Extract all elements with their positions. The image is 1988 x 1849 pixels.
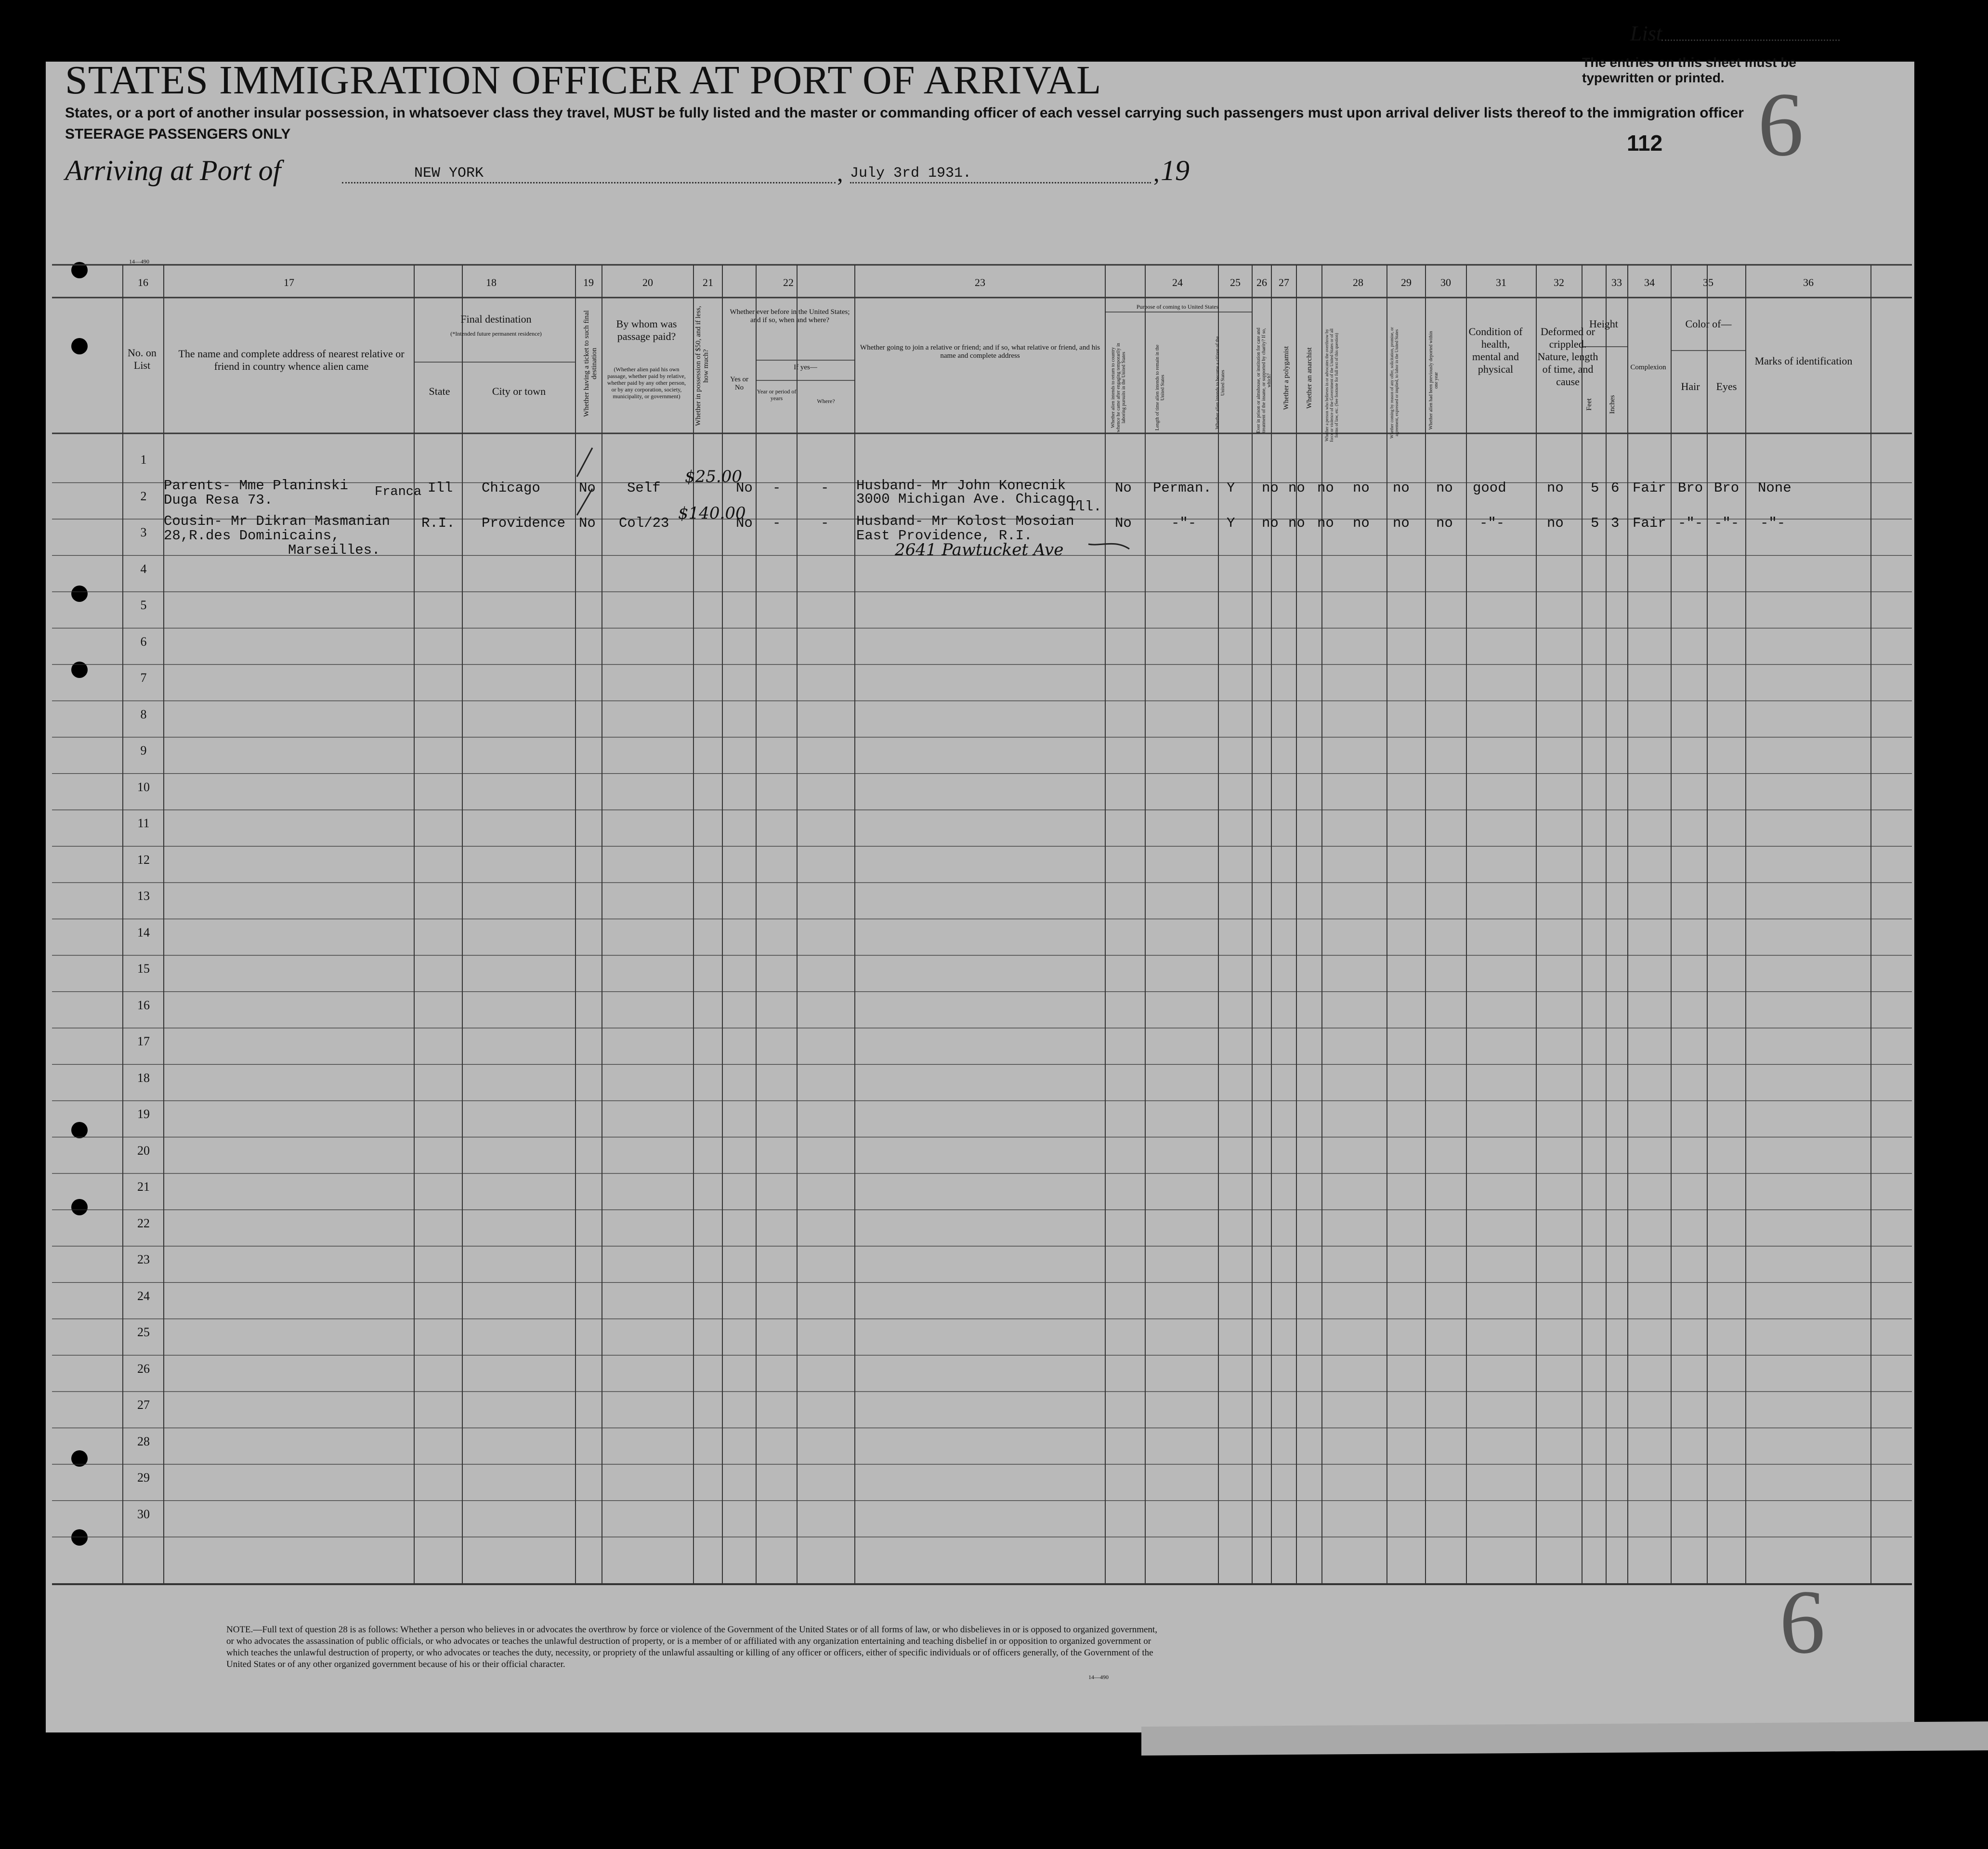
row1-state: Ill [428,480,453,496]
row2-deported: no [1436,515,1453,531]
comma: , [837,159,843,186]
column-number: 32 [1554,276,1564,288]
row2-paid-by: Col/23 [619,515,669,531]
row1-relative-name: Parents- Mme Planinski [164,478,348,494]
column-number: 24 [1172,276,1183,288]
row2-citizen: Y [1227,515,1235,531]
row2-city: Providence [482,515,566,531]
row1-deformed: no [1547,480,1564,496]
row-number: 16 [137,998,150,1012]
row-number: 8 [140,707,147,721]
comma: , [1153,159,1160,186]
row2-ticket: No [579,515,596,531]
column-number: 23 [975,276,985,288]
header-deported: Whether alien had been previously deported within one year [1428,331,1439,430]
arriving-label: Arriving at Port of [65,155,281,186]
header-marks: Marks of identification [1754,355,1853,367]
header-eyes: Eyes [1716,380,1737,392]
row-number: 6 [140,634,147,649]
date-value: July 3rd 1931. [850,165,972,182]
page-title: STATES IMMIGRATION OFFICER AT PORT OF ARRIVAL [65,58,1102,103]
row1-joining-address: 3000 Michigan Ave. Chicago, [856,491,1083,507]
header-color-of: Color of— [1685,318,1732,330]
column-number: 33 [1611,276,1622,288]
row2-year: - [772,515,781,531]
column-number: 20 [642,276,653,288]
row1-marks: None [1758,480,1792,496]
row2-eyes: -"- [1714,515,1740,531]
form-number: 14—490 [129,258,149,265]
header-state: State [429,385,450,397]
row-number: 3 [140,525,147,539]
row-number: 29 [137,1471,150,1484]
header-year: Year or period of years [757,388,797,402]
form-number-bottom: 14—490 [1088,1674,1109,1680]
row1-anarchist: no [1317,480,1334,496]
header-passage-paid: By whom was passage paid? [616,318,677,342]
row2-overthrow: no [1353,515,1370,531]
row1-joining-state: Ill. [1068,499,1102,515]
row1-complexion: Fair [1633,480,1666,496]
row2-offer: no [1393,515,1410,531]
header-where: Where? [817,398,835,404]
row2-length: -"- [1171,515,1197,531]
header-before-in-us: Whether ever before in the United States; and if so, when and where? [730,308,850,324]
list-label: List [1630,22,1662,45]
row2-health: -"- [1479,515,1505,531]
column-number: 16 [138,276,148,288]
header-height: Height [1589,318,1618,330]
row-number: 7 [140,671,147,685]
row1-inches: 6 [1611,480,1620,496]
row2-polygamist: no [1288,515,1305,531]
row1-where: - [821,480,829,496]
header-inches: Inches [1609,395,1616,414]
row2-hair: -"- [1678,515,1703,531]
header-yes-no: Yes or No [730,376,749,391]
row1-health: good [1473,480,1506,496]
row-number: 14 [137,925,150,939]
row-number: 11 [137,816,150,830]
footnote: NOTE.—Full text of question 28 is as follows: Whether a person who believes in or advocates the overthrow by force or violence of the Government of the United States or of all forms of law, or who disbelieves in or is opposed to organized government, or who advocates the assassination of public officials, or who advocates or teaches the unlawful destruction of property, or is a member of or affiliated with any organization entertaining and teaching disbelief in or opposition to organized government or which teaches the unlawful destruction of property, or who advocates or teaches the duty, necessity, or propriety of the unlawful assaulting or killing of any officer or officers, either of specific individuals or of officers generally, of the Government of the United States or of any other organized government because of his or their official character. [226,1625,1157,1669]
row1-overthrow: no [1353,480,1370,496]
bottom-stamp: 6 [1779,1572,1825,1673]
column-number: 21 [703,276,713,288]
sheet-number: 112 [1627,130,1663,156]
header-final-destination-note: (*Intended future permanent residence) [450,330,542,337]
header-no-on-list: No. on List [128,347,157,371]
header-offer: Whether coming by reason of any offer, solicitation, promise, or agreement, expressed or implied, to labor in the United States [1389,327,1399,439]
row-number: 20 [137,1143,150,1158]
check-marks [573,443,612,530]
row-number: 18 [137,1070,150,1085]
row1-relative-country: Franca [375,485,422,499]
row-number: 15 [137,962,150,976]
instructions-line: States, or a port of another insular possession, in whatsoever class they travel, MUST be fully listed and the master or commanding officer of each vessel carrying such passengers must upon arrival deliver lists thereof to the immigration officer [65,105,1744,121]
row1-prison: no [1262,480,1279,496]
row1-money: $25.00 [685,467,742,486]
row1-ticket: No [579,480,596,496]
row2-joining-name: Husband- Mr Kolost Mosoian [856,513,1074,529]
header-joining: Whether going to join a relative or friend; and if so, what relative or friend, and his name and complete address [860,344,1100,360]
row1-feet: 5 [1591,480,1599,496]
column-number: 22 [783,276,794,288]
column-number: 19 [583,276,594,288]
row1-city: Chicago [482,480,540,496]
year-prefix: 19 [1161,155,1190,186]
port-value: NEW YORK [414,165,484,182]
header-ticket: Whether having a ticket to such final destination [583,310,598,417]
row1-offer: no [1393,480,1410,496]
row1-return: No [1115,480,1132,496]
row2-before-us: No [736,515,753,531]
row-number: 10 [137,780,150,794]
row-number: 27 [137,1398,150,1412]
list-number: 6 [1758,74,1804,175]
header-complexion: Complexion [1630,364,1666,371]
row-number: 21 [137,1180,150,1194]
row2-marks: -"- [1760,515,1786,531]
header-purpose: Purpose of coming to United States [1136,303,1219,310]
header-feet: Feet [1585,398,1593,411]
row-number: 5 [140,598,147,612]
header-overthrow: Whether a person who believes in or advocates the overthrow by force or violence of the Government of the United States or of all forms of law, etc. (See footnote for full text of this question) [1324,328,1339,442]
header-length: Length of time alien intends to remain in the United States [1155,344,1165,431]
underline-mark [1086,525,1134,559]
column-number: 27 [1279,276,1289,288]
header-citizen: Whether alien intends to become a citizen of the United States [1215,336,1226,430]
row-number: 17 [137,1034,150,1048]
row1-before-us: No [736,480,753,496]
row2-state: R.I. [421,515,455,531]
row-number: 24 [137,1289,150,1303]
column-number: 26 [1256,276,1267,288]
header-nearest-relative: The name and complete address of nearest relative or friend in country whence alien came [178,348,405,372]
row2-joining-address: East Providence, R.I. [856,528,1033,544]
row2-prison: no [1262,515,1279,531]
row2-feet: 5 [1591,515,1599,531]
header-anarchist: Whether an anarchist [1306,347,1313,409]
row-number: 23 [137,1252,150,1266]
row1-citizen: Y [1227,480,1235,496]
header-return: Whether alien intends to return to country whence he came after engaging temporarily in laboring pursuits in the United States [1111,343,1126,432]
row2-anarchist: no [1317,515,1334,531]
row2-inches: 3 [1611,515,1620,531]
row2-complexion: Fair [1633,515,1666,531]
row2-relative-address: 28,R.des Dominicains, [164,528,340,544]
column-number: 28 [1353,276,1363,288]
row2-joining-handwritten: 2641 Pawtucket Ave [895,540,1064,560]
row-number: 13 [137,889,150,903]
header-passage-paid-note: (Whether alien paid his own passage, whether paid by relative, whether paid by any other person, or by any corporation, society, municipality, or government) [607,366,686,400]
row2-deformed: no [1547,515,1564,531]
row1-length: Perman. [1153,480,1212,496]
row-number: 9 [140,743,147,757]
entries-note: The entries on this sheet must be typewritten or printed. [1582,55,1796,85]
row1-polygamist: no [1288,480,1305,496]
row2-money: $140.00 [678,504,746,523]
header-polygamist: Whether a polygamist [1282,346,1290,410]
row-number: 1 [140,453,147,467]
row1-hair: Bro [1678,480,1703,496]
column-number: 30 [1440,276,1451,288]
header-hair: Hair [1681,380,1700,392]
row-number: 12 [137,852,150,867]
row2-return: No [1115,515,1132,531]
header-money: Whether in possession of $50, and if less, how much? [694,306,710,426]
column-number: 36 [1803,276,1814,288]
column-number: 29 [1401,276,1412,288]
row1-year: - [772,480,781,496]
header-city: City or town [492,385,546,397]
header-deformed: Deformed or crippled. Nature, length of time, and cause [1537,326,1598,388]
row-number: 2 [140,489,147,503]
class-line: STEERAGE PASSENGERS ONLY [65,126,291,142]
row-number: 22 [137,1216,150,1230]
row1-paid-by: Self [627,480,661,496]
row1-eyes: Bro [1714,480,1740,496]
row2-relative-name: Cousin- Mr Dikran Masmanian [164,513,390,529]
row1-relative-address: Duga Resa 73. [164,492,273,508]
row-number: 4 [140,561,147,576]
row-number: 25 [137,1325,150,1339]
column-number: 25 [1230,276,1241,288]
header-health: Condition of health, mental and physical [1468,326,1523,375]
header-final-destination: Final destination [460,313,532,325]
column-number: 35 [1703,276,1713,288]
column-number: 17 [284,276,294,288]
column-number: 34 [1644,276,1655,288]
row-number: 30 [137,1507,150,1521]
header-prison: Ever in prison or almshouse, or institution for care and treatment of the insane, or supported by charity? If so, which? [1256,327,1272,433]
row-number: 19 [137,1107,150,1121]
row1-joining-name: Husband- Mr John Konecnik [856,478,1066,494]
row-number: 26 [137,1361,150,1376]
row-number: 28 [137,1434,150,1448]
header-if-yes: If yes— [794,364,817,371]
row2-where: - [821,515,829,531]
row2-relative-city: Marseilles. [288,542,380,558]
column-number: 18 [486,276,497,288]
column-number: 31 [1496,276,1506,288]
row1-deported: no [1436,480,1453,496]
